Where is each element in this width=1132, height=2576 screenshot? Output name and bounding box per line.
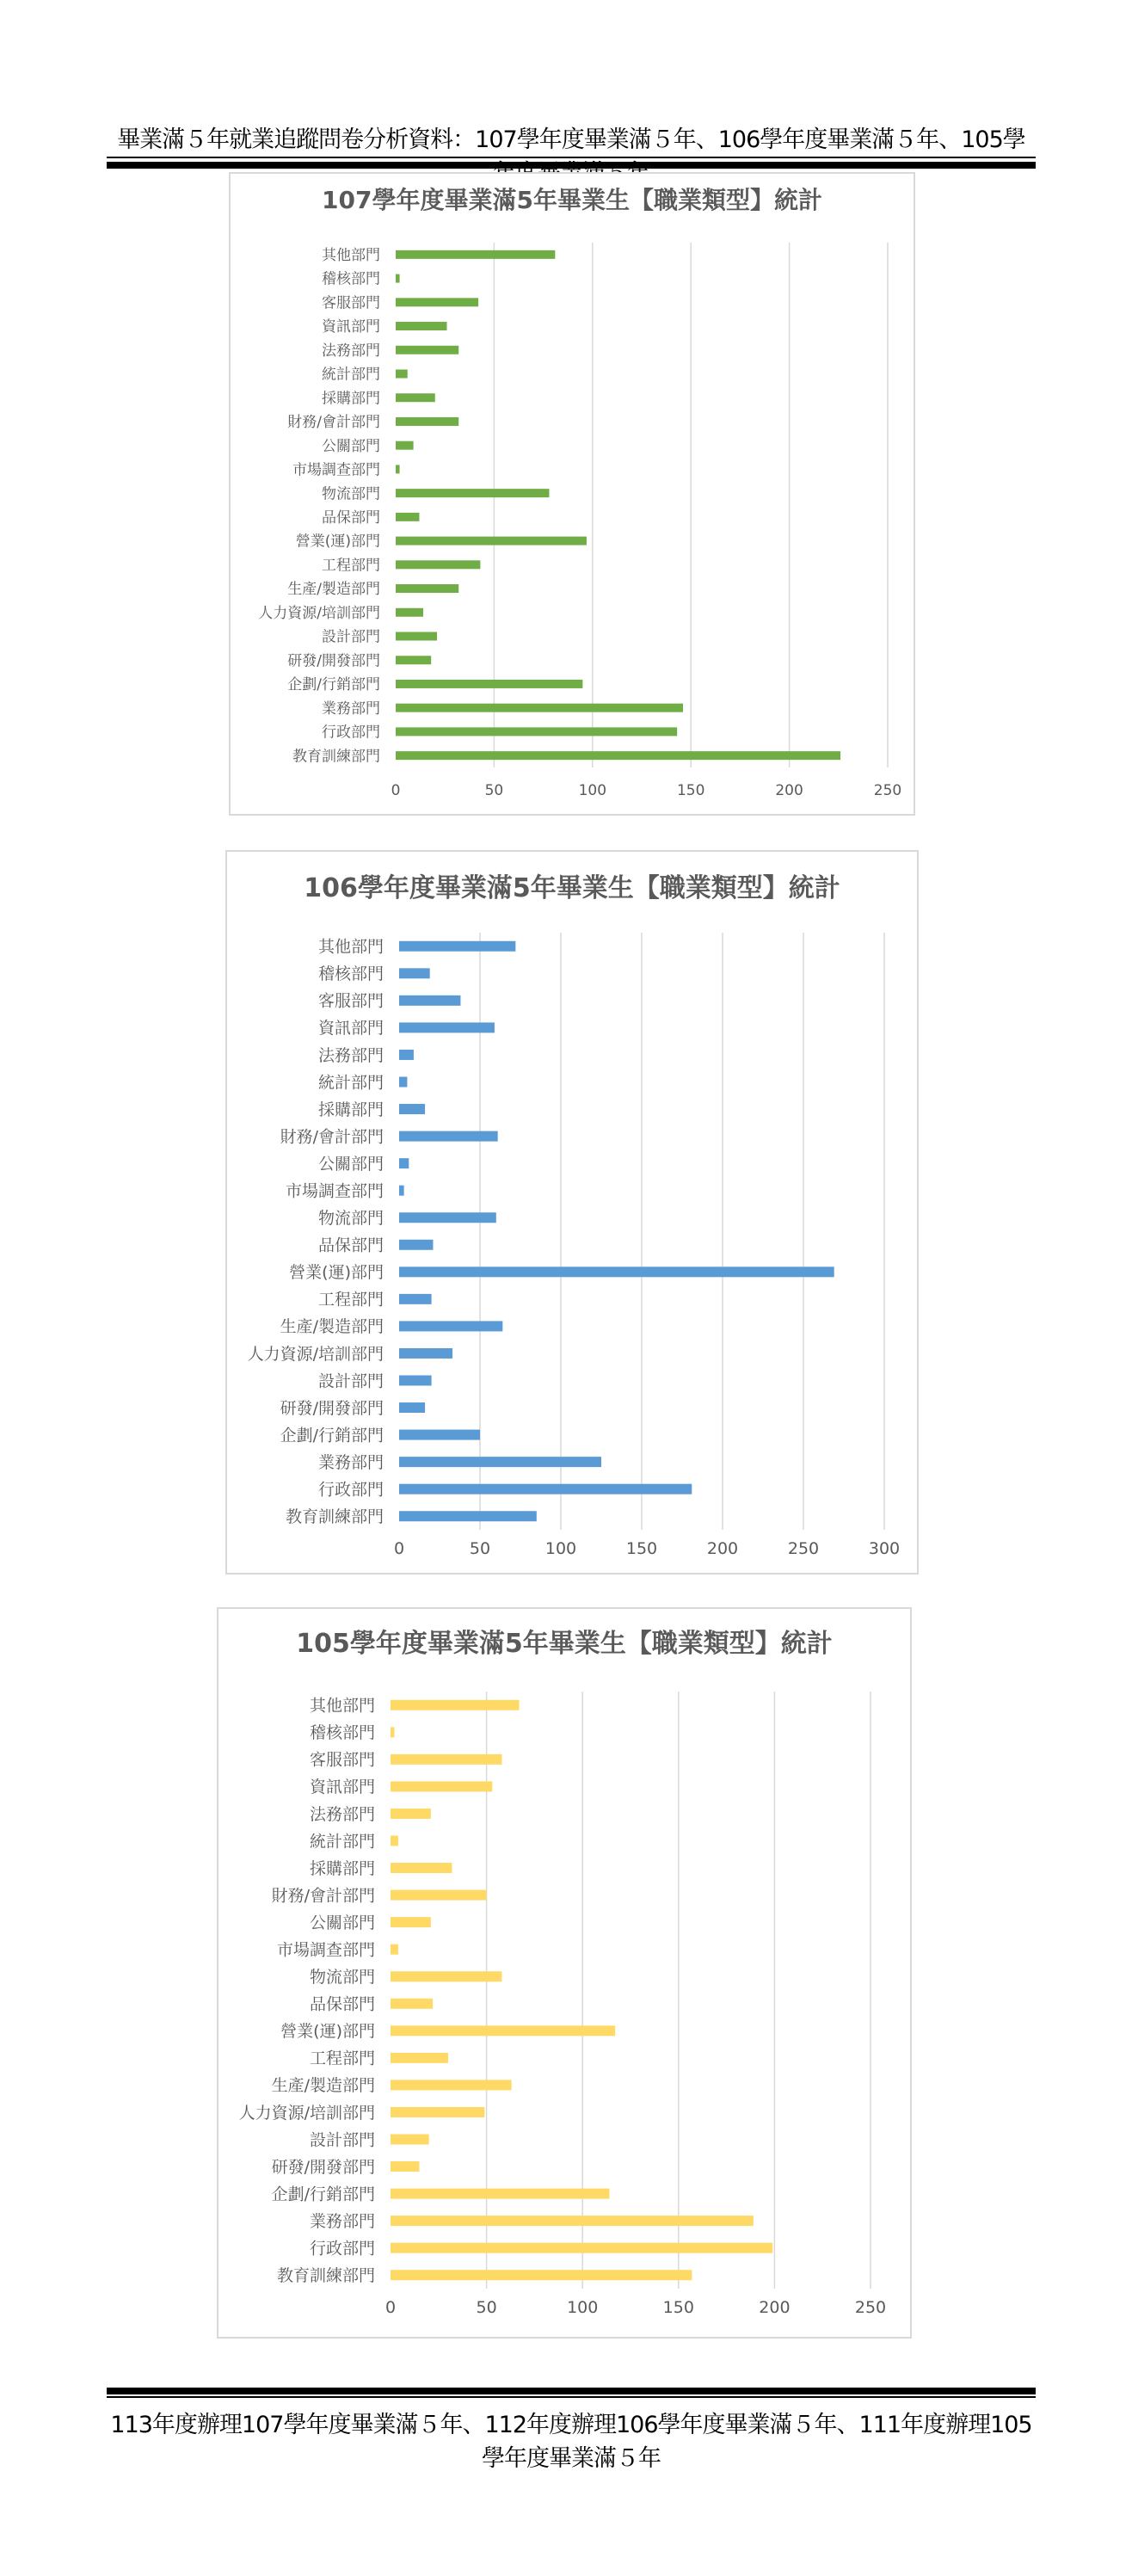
bar — [399, 1212, 496, 1223]
category-label: 行政部門 — [317, 1480, 384, 1500]
category-label: 營業(運)部門 — [280, 2022, 375, 2042]
header-rule-thin — [107, 157, 1036, 158]
bar — [396, 608, 423, 617]
category-label: 業務部門 — [317, 1452, 384, 1472]
category-label: 資訊部門 — [309, 1778, 375, 1797]
bar — [391, 2135, 429, 2145]
x-tick-label: 100 — [567, 2298, 599, 2317]
bar — [396, 656, 431, 664]
bar — [399, 1430, 480, 1440]
bar — [396, 441, 414, 450]
bar — [396, 584, 458, 593]
category-label: 稽核部門 — [322, 270, 380, 288]
category-label: 財務/會計部門 — [271, 1886, 375, 1906]
footer-rule-thick — [107, 2388, 1036, 2394]
category-label: 企劃/行銷部門 — [271, 2185, 375, 2204]
category-label: 採購部門 — [309, 1858, 375, 1878]
chart-title: 107學年度畢業滿5年畢業生【職業類型】統計 — [322, 186, 822, 214]
bar — [391, 1727, 394, 1737]
bar — [399, 1104, 425, 1114]
bar — [391, 1944, 398, 1955]
bar — [399, 1402, 425, 1413]
bar — [396, 632, 437, 641]
category-label: 統計部門 — [309, 1832, 375, 1852]
bar — [399, 1186, 404, 1196]
category-label: 法務部門 — [317, 1045, 384, 1065]
category-label: 法務部門 — [309, 1804, 375, 1824]
bar — [399, 1266, 834, 1277]
bar — [391, 1863, 452, 1873]
bar — [396, 680, 582, 688]
category-label: 物流部門 — [309, 1968, 375, 1987]
chart-svg — [218, 1609, 910, 2337]
x-tick-label: 150 — [676, 782, 705, 799]
bar — [396, 704, 683, 712]
category-label: 設計部門 — [309, 2130, 375, 2150]
bar — [399, 941, 515, 952]
bar — [396, 465, 400, 473]
category-label: 資訊部門 — [317, 1019, 384, 1038]
bar — [396, 393, 435, 402]
page-footer: 113年度辦理107學年度畢業滿５年、112年度辦理106學年度畢業滿５年、111年度辦理105學年度畢業滿５年 — [110, 2412, 1032, 2472]
category-label: 企劃/行銷部門 — [280, 1426, 384, 1445]
bar — [399, 1022, 495, 1032]
category-label: 財務/會計部門 — [287, 414, 380, 432]
chart-svg — [227, 852, 917, 1573]
category-label: 財務/會計部門 — [280, 1127, 384, 1147]
category-label: 品保部門 — [309, 1994, 375, 2014]
bar — [399, 1511, 537, 1521]
category-label: 研發/開發部門 — [287, 652, 380, 670]
bar — [396, 751, 840, 760]
bar — [399, 1050, 414, 1060]
category-label: 設計部門 — [322, 628, 380, 646]
bar — [391, 1781, 492, 1791]
category-label: 生產/製造部門 — [271, 2076, 375, 2096]
category-label: 公關部門 — [317, 1154, 384, 1174]
bar — [396, 489, 549, 497]
category-label: 教育訓練部門 — [276, 2266, 375, 2286]
bar — [391, 2107, 484, 2117]
header-rule-thick — [107, 162, 1036, 169]
category-label: 法務部門 — [322, 342, 380, 360]
bar — [399, 1376, 432, 1386]
category-label: 品保部門 — [322, 508, 380, 527]
category-label: 市場調查部門 — [292, 461, 380, 479]
bar — [399, 1158, 409, 1168]
x-tick-label: 0 — [385, 2298, 397, 2317]
bar — [396, 560, 480, 569]
chart-title: 105學年度畢業滿5年畢業生【職業類型】統計 — [296, 1629, 833, 1659]
bar — [399, 995, 460, 1006]
category-label: 企劃/行銷部門 — [287, 676, 380, 694]
category-label: 研發/開發部門 — [271, 2157, 375, 2177]
bar — [399, 1348, 452, 1359]
bar — [396, 513, 419, 521]
x-tick-label: 250 — [787, 1539, 820, 1558]
category-label: 工程部門 — [317, 1290, 384, 1310]
category-label: 市場調查部門 — [276, 1940, 375, 1960]
bar — [399, 968, 430, 978]
category-label: 其他部門 — [309, 1696, 375, 1716]
chart-107 — [229, 172, 915, 816]
x-tick-label: 250 — [873, 782, 902, 799]
category-label: 研發/開發部門 — [280, 1398, 384, 1418]
bar — [391, 2161, 419, 2172]
category-label: 客服部門 — [309, 1750, 375, 1770]
category-label: 其他部門 — [322, 246, 380, 264]
bar — [391, 2025, 615, 2036]
bar — [396, 537, 587, 545]
x-tick-label: 150 — [662, 2298, 694, 2317]
bar — [396, 370, 408, 379]
bar — [396, 727, 677, 736]
bar — [391, 1971, 501, 1981]
category-label: 其他部門 — [317, 937, 384, 957]
category-label: 稽核部門 — [309, 1723, 375, 1743]
bar — [391, 2080, 512, 2090]
bar — [399, 1294, 432, 1304]
bar — [391, 2270, 692, 2280]
x-tick-label: 0 — [391, 782, 401, 799]
bar — [396, 274, 400, 283]
x-tick-label: 200 — [759, 2298, 791, 2317]
bar — [391, 2215, 754, 2226]
category-label: 人力資源/培訓部門 — [247, 1344, 384, 1364]
bar — [396, 250, 555, 259]
footer-rule-thin — [107, 2396, 1036, 2398]
category-label: 物流部門 — [322, 485, 380, 503]
x-tick-label: 50 — [476, 2298, 497, 2317]
bar — [391, 2189, 609, 2199]
category-label: 設計部門 — [317, 1371, 384, 1391]
category-label: 採購部門 — [322, 390, 380, 408]
category-label: 客服部門 — [322, 294, 380, 312]
category-label: 資訊部門 — [322, 318, 380, 336]
bar — [399, 1240, 433, 1250]
category-label: 採購部門 — [317, 1100, 384, 1119]
bar — [399, 1457, 601, 1467]
category-label: 市場調查部門 — [285, 1181, 384, 1201]
bar — [391, 2053, 448, 2063]
chart-svg — [231, 174, 914, 814]
chart-title: 106學年度畢業滿5年畢業生【職業類型】統計 — [304, 873, 840, 903]
bar — [399, 1077, 407, 1088]
bar — [391, 1917, 431, 1927]
category-label: 統計部門 — [322, 366, 380, 384]
category-label: 營業(運)部門 — [295, 533, 380, 551]
category-label: 稽核部門 — [317, 964, 384, 984]
category-label: 生產/製造部門 — [287, 581, 380, 599]
x-tick-label: 250 — [854, 2298, 887, 2317]
bar — [396, 346, 458, 354]
category-label: 物流部門 — [317, 1209, 384, 1229]
x-tick-label: 200 — [775, 782, 803, 799]
bar — [391, 1890, 487, 1901]
bar — [399, 1321, 502, 1331]
bar — [391, 1836, 398, 1846]
category-label: 行政部門 — [309, 2239, 375, 2259]
x-tick-label: 300 — [868, 1539, 901, 1558]
category-label: 工程部門 — [309, 2049, 375, 2068]
category-label: 行政部門 — [322, 724, 380, 742]
category-label: 客服部門 — [317, 991, 384, 1011]
bar — [396, 322, 446, 330]
bar — [391, 1754, 501, 1765]
bar — [391, 2243, 772, 2253]
x-tick-label: 100 — [544, 1539, 577, 1558]
category-label: 業務部門 — [322, 699, 380, 718]
chart-106 — [225, 850, 919, 1575]
chart-105 — [217, 1607, 912, 2339]
category-label: 教育訓練部門 — [285, 1507, 384, 1527]
bar — [391, 1700, 520, 1710]
category-label: 公關部門 — [322, 437, 380, 455]
category-label: 公關部門 — [309, 1913, 375, 1932]
bar — [391, 1809, 431, 1819]
bar — [391, 1999, 433, 2009]
category-label: 工程部門 — [322, 557, 380, 575]
x-tick-label: 200 — [706, 1539, 739, 1558]
category-label: 品保部門 — [317, 1236, 384, 1255]
category-label: 營業(運)部門 — [289, 1263, 384, 1283]
page-header: 畢業滿５年就業追蹤問卷分析資料：107學年度畢業滿５年、106學年度畢業滿５年、105學 — [117, 126, 1025, 153]
bar — [396, 417, 458, 426]
category-label: 人力資源/培訓部門 — [238, 2103, 375, 2123]
category-label: 人力資源/培訓部門 — [258, 604, 380, 622]
category-label: 業務部門 — [309, 2211, 375, 2231]
category-label: 教育訓練部門 — [292, 748, 380, 766]
x-tick-label: 0 — [393, 1539, 405, 1558]
bar — [399, 1131, 498, 1142]
x-tick-label: 50 — [484, 782, 504, 799]
category-label: 統計部門 — [317, 1073, 384, 1093]
x-tick-label: 50 — [469, 1539, 491, 1558]
x-tick-label: 100 — [578, 782, 607, 799]
bar — [399, 1484, 692, 1494]
bar — [396, 298, 478, 306]
category-label: 生產/製造部門 — [280, 1317, 384, 1337]
x-tick-label: 150 — [625, 1539, 658, 1558]
